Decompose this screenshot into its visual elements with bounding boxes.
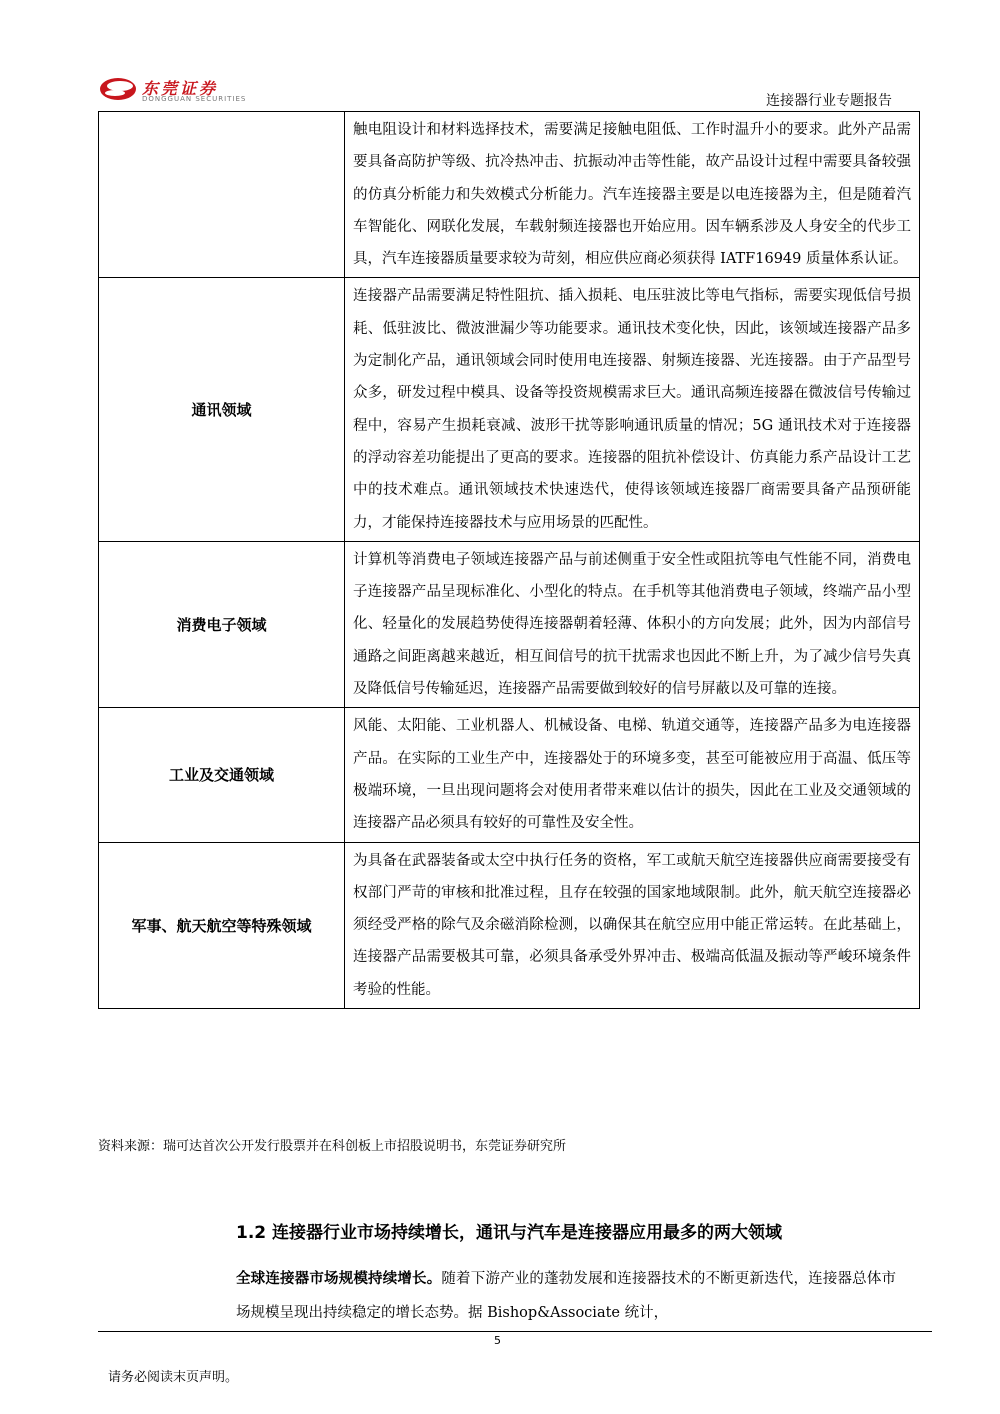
table-source: 资料来源：瑞可达首次公开发行股票并在科创板上市招股说明书，东莞证券研究所 bbox=[98, 1139, 567, 1154]
logo-text: 东莞证券 bbox=[142, 79, 219, 98]
logo-subtext: DONGGUAN SECURITIES bbox=[142, 95, 247, 103]
body-paragraph bbox=[236, 1262, 896, 1330]
footer-divider bbox=[98, 1331, 932, 1332]
table-row bbox=[99, 708, 920, 842]
table-cell-description: 风能、太阳能、工业机器人、机械设备、电梯、轨道交通等，连接器产品多为电连接器产品。在实际的工业生产中，连接器处于的环境多变，甚至可能被应用于高温、低压等极端环境，一旦出现问题将会对使用者带来难以估计的损失，因此在工业及交通领域的连接器产品必须具有较好的可靠性及安全性。 bbox=[345, 708, 920, 842]
report-title: 连接器行业专题报告 bbox=[766, 93, 892, 109]
table-row bbox=[99, 842, 920, 1008]
table-cell-description: 连接器产品需要满足特性阻抗、插入损耗、电压驻波比等电气指标，需要实现低信号损耗、低驻波比、微波泄漏少等功能要求。通讯技术变化快，因此，该领域连接器产品多为定制化产品，通讯领域会同时使用电连接器、射频连接器、光连接器。由于产品型号众多，研发过程中模具、设备等投资规模需求巨大。通讯高频连接器在微波信号传输过程中，容易产生损耗衰减、波形干扰等影响通讯质量的情况；5G 通讯技术对于连接器的浮动容差功能提出了更高的要求。连接器的阻抗补偿设计、仿真能力系产品设计工艺中的技术难点。通讯领域技术快速迭代，使得该领域连接器厂商需要具备产品预研能力，才能保持连接器技术与应用场景的匹配性。 bbox=[345, 278, 920, 541]
table-cell-description: 触电阻设计和材料选择技术，需要满足接触电阻低、工作时温升小的要求。此外产品需要具备高防护等级、抗冷热冲击、抗振动冲击等性能，故产品设计过程中需要具备较强的仿真分析能力和失效模式分析能力。汽车连接器主要是以电连接器为主，但是随着汽车智能化、网联化发展，车载射频连接器也开始应用。因车辆系涉及人身安全的代步工具，汽车连接器质量要求较为苛刻，相应供应商必须获得 IATF16949 质量体系认证。 bbox=[345, 112, 920, 278]
paragraph-text: 随着下游产业的蓬勃发展和连接器技术的不断更新迭代，连接器总体市场规模呈现出持续稳定的增长态势。据 Bishop&Associate 统计， bbox=[236, 1271, 897, 1321]
table-cell-category: 工业及交通领域 bbox=[99, 708, 345, 842]
logo-mark-icon bbox=[98, 74, 138, 104]
application-fields-table bbox=[98, 111, 920, 1009]
table-cell-category: 通讯领域 bbox=[99, 278, 345, 541]
section-heading: 1.2 连接器行业市场持续增长，通讯与汽车是连接器应用最多的两大领域 bbox=[236, 1223, 783, 1243]
table-row bbox=[99, 541, 920, 707]
page-number: 5 bbox=[494, 1334, 501, 1347]
footer-note: 请务必阅读末页声明。 bbox=[108, 1370, 239, 1385]
table-cell-description: 为具备在武器装备或太空中执行任务的资格，军工或航天航空连接器供应商需要接受有权部门严苛的审核和批准过程，且存在较强的国家地域限制。此外，航天航空连接器必须经受严格的除气及余磁消除检测，以确保其在航空应用中能正常运转。在此基础上，连接器产品需要极其可靠，必须具备承受外界冲击、极端高低温及振动等严峻环境条件考验的性能。 bbox=[345, 842, 920, 1008]
table-cell-category: 军事、航天航空等特殊领域 bbox=[99, 842, 345, 1008]
table-cell-category: 消费电子领域 bbox=[99, 541, 345, 707]
table-row bbox=[99, 112, 920, 278]
paragraph-lead-bold: 全球连接器市场规模持续增长。 bbox=[236, 1271, 442, 1287]
company-logo bbox=[98, 74, 258, 104]
table-row bbox=[99, 278, 920, 541]
table-cell-category bbox=[99, 112, 345, 278]
table-cell-description: 计算机等消费电子领域连接器产品与前述侧重于安全性或阻抗等电气性能不同，消费电子连接器产品呈现标准化、小型化的特点。在手机等其他消费电子领域，终端产品小型化、轻量化的发展趋势使得连接器朝着轻薄、体积小的方向发展；此外，因为内部信号通路之间距离越来越近，相互间信号的抗干扰需求也因此不断上升，为了减少信号失真及降低信号传输延迟，连接器产品需要做到较好的信号屏蔽以及可靠的连接。 bbox=[345, 541, 920, 707]
